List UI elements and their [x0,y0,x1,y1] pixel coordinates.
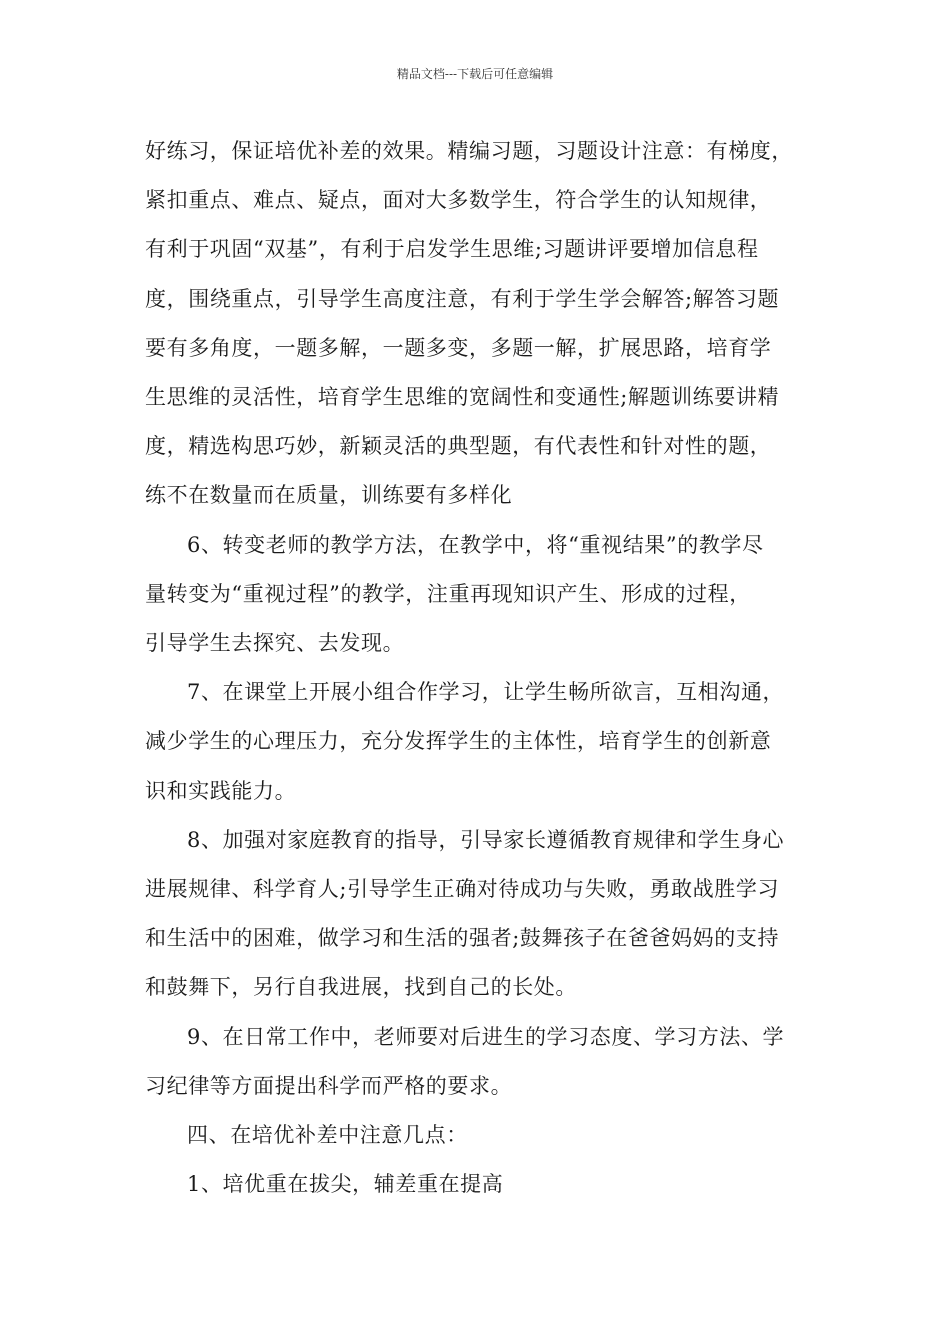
paragraph-item-7 [145,668,810,816]
text-line: 紧扣重点、难点、疑点，面对大多数学生，符合学生的认知规律， [145,188,772,213]
paragraph-point-1 [145,1160,810,1209]
text-line: 四、在培优补差中注意几点： [187,1123,468,1148]
text-line: 量转变为“重视过程”的教学，注重再现知识产生、形成的过程， [145,581,751,606]
text-line: 和鼓舞下，另行自我进展，找到自己的长处。 [145,975,577,1000]
text-line: 和生活中的困难，做学习和生活的强者;鼓舞孩子在爸爸妈妈的支持 [145,926,780,951]
text-line: 度，精选构思巧妙，新颖灵活的典型题，有代表性和针对性的题， [145,434,772,459]
text-line: 练不在数量而在质量，训练要有多样化 [145,483,513,508]
text-line: 生思维的灵活性，培育学生思维的宽阔性和变通性;解题训练要讲精 [145,385,780,410]
text-line: 度，围绕重点，引导学生高度注意，有利于学生学会解答;解答习题 [145,286,780,311]
text-line: 识和实践能力。 [145,778,297,803]
paragraph-item-8 [145,816,810,1013]
text-line: 进展规律、科学育人;引导学生正确对待成功与失败，勇敢战胜学习 [145,877,780,902]
text-line: 1、培优重在拔尖，辅差重在提高 [187,1172,504,1197]
text-line: 有利于巩固“双基”，有利于启发学生思维;习题讲评要增加信息程 [145,237,759,262]
text-line: 6、转变老师的教学方法，在教学中，将“重视结果”的教学尽 [187,532,764,557]
text-line: 引导学生去探究、去发现。 [145,631,405,656]
paragraph-exercises [145,127,810,521]
text-line: 要有多角度，一题多解，一题多变，多题一解，扩展思路，培育学 [145,335,772,360]
paragraph-item-9 [145,1013,810,1111]
text-line: 7、在课堂上开展小组合作学习，让学生畅所欲言，互相沟通， [187,680,785,705]
section-heading-4 [145,1111,810,1160]
page-header: 精品文档---下载后可任意编辑 [396,67,554,81]
text-line: 8、加强对家庭教育的指导，引导家长遵循教育规律和学生身心 [187,827,785,852]
text-line: 好练习，保证培优补差的效果。精编习题，习题设计注意：有梯度， [145,139,793,163]
text-line: 减少学生的心理压力，充分发挥学生的主体性，培育学生的创新意 [145,729,772,754]
text-line: 习纪律等方面提出科学而严格的要求。 [145,1073,513,1098]
paragraph-item-6 [145,521,810,669]
text-line: 9、在日常工作中，老师要对后进生的学习态度、学习方法、学 [187,1024,785,1049]
document-body [145,127,810,1209]
